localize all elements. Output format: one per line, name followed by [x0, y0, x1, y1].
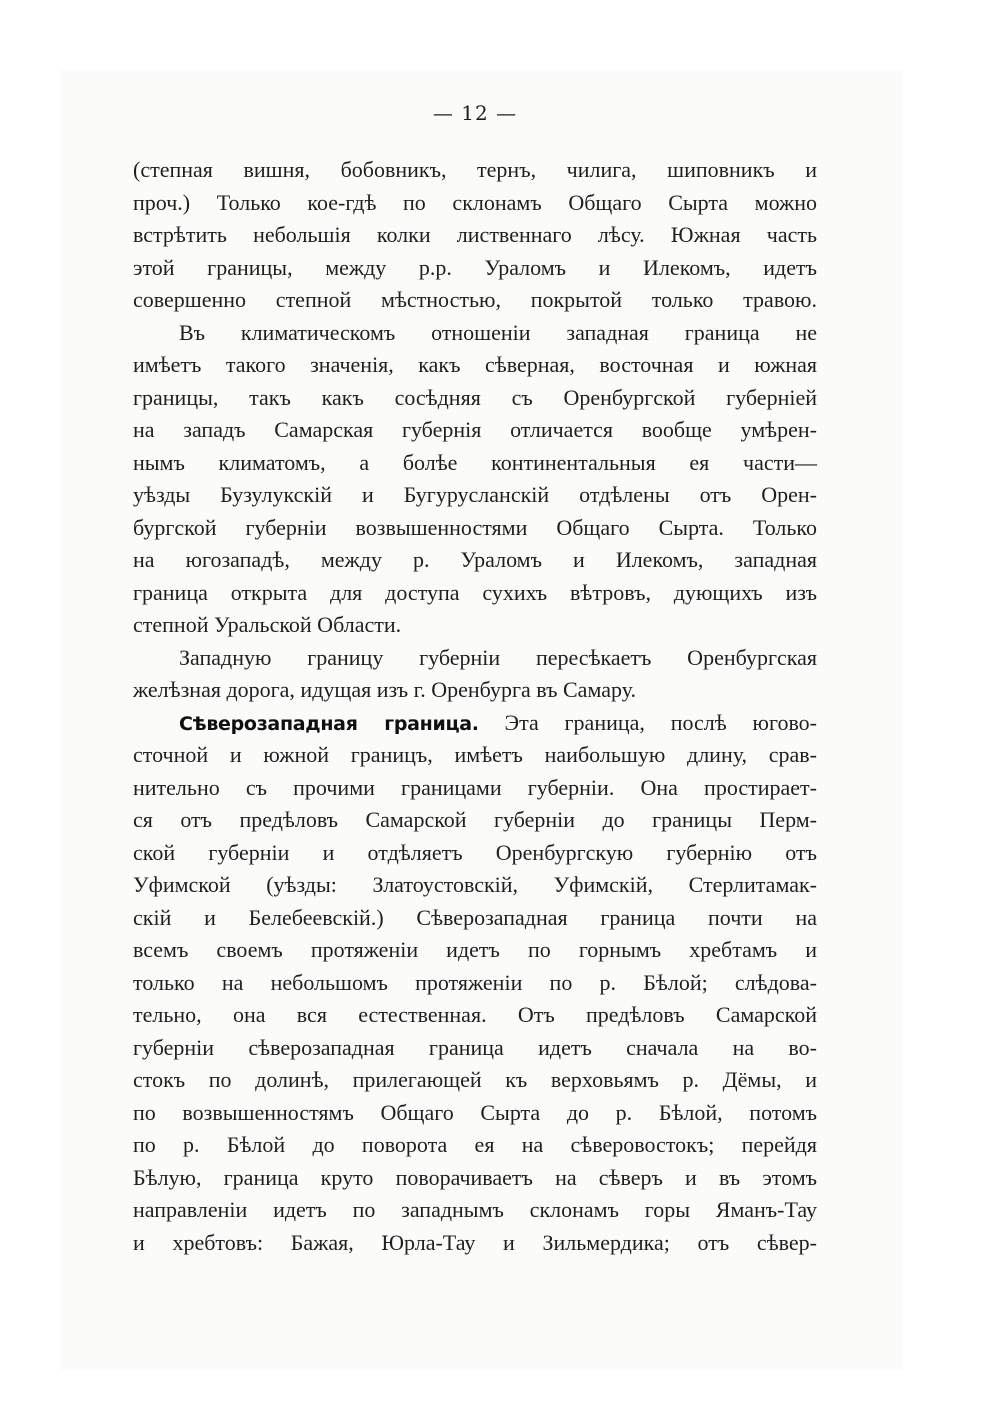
text-line: нительно съ прочими границами губерніи. Она простирает-: [133, 774, 817, 800]
text-line: Бѣлую, граница круто поворачиваетъ на сѣверъ и въ этомъ: [133, 1164, 817, 1190]
text-line: Западную границу губерніи пересѣкаетъ Оренбургская: [179, 644, 817, 670]
text-line: тельно, она вся естественная. Отъ предѣловъ Самарской: [133, 1002, 817, 1027]
text-line: по возвышенностямъ Общаго Сырта до р. Бѣлой, потомъ: [133, 1099, 817, 1125]
text-line: желѣзная дорога, идущая изъ г. Оренбурга въ Самару.: [133, 677, 636, 702]
section-heading: Сѣверозападная граница.: [179, 712, 479, 735]
paragraph-2: [133, 317, 817, 642]
text-line: (степная вишня, бобовникъ, тернъ, чилига, шиповникъ и: [133, 157, 817, 182]
page-number: — 12 —: [432, 101, 518, 125]
text-line: совершенно степной мѣстностью, покрытой только травою.: [133, 287, 817, 312]
text-line: ся отъ предѣловъ Самарской губерніи до границы Перм-: [133, 807, 817, 832]
text-line: встрѣтить небольшія колки лиственнаго лѣсу. Южная часть: [133, 222, 817, 247]
text-line: и хребтовъ: Бажая, Юрла-Тау и Зильмердика; отъ сѣвер-: [133, 1229, 817, 1255]
text-line: на югозападѣ, между р. Ураломъ и Илекомъ, западная: [133, 547, 817, 572]
text-line: этой границы, между р.р. Ураломъ и Илекомъ, идетъ: [133, 254, 817, 280]
paragraph-3: [133, 642, 817, 707]
text-fragment: Эта граница, послѣ югово-: [504, 709, 818, 735]
text-line: граница открыта для доступа сухихъ вѣтровъ, дующихъ изъ: [133, 579, 817, 605]
paragraph-1: [133, 154, 817, 317]
text-line: всемъ своемъ протяженіи идетъ по горнымъ хребтамъ и: [133, 937, 817, 962]
text-line: на западъ Самарская губернія отличается вообще умѣрен-: [133, 417, 817, 442]
text-line: степной Уральской Области.: [133, 612, 402, 637]
text-line: губерніи сѣверозападная граница идетъ сначала на во-: [133, 1034, 817, 1060]
text-line: проч.) Только кое-гдѣ по склонамъ Общаго Сырта можно: [133, 189, 817, 215]
section-first-line: [133, 707, 817, 740]
text-line: нымъ климатомъ, а болѣе континентальныя ея части—: [133, 449, 817, 475]
text-line: стокъ по долинѣ, прилегающей къ верховьямъ р. Дёмы, и: [133, 1067, 817, 1092]
text-line: по р. Бѣлой до поворота ея на сѣверовостокъ; перейдя: [133, 1132, 817, 1157]
text-line: скій и Белебеевскій.) Сѣверозападная граница почти на: [133, 904, 817, 930]
text-line: бургской губерніи возвышенностями Общаго Сырта. Только: [133, 514, 817, 540]
body-text: [133, 154, 817, 1259]
text-line: уѣзды Бузулукскій и Бугурусланскій отдѣлены отъ Орен-: [133, 482, 817, 507]
text-line: только на небольшомъ протяженіи по р. Бѣлой; слѣдова-: [133, 969, 817, 995]
text-line: имѣетъ такого значенія, какъ сѣверная, восточная и южная: [133, 352, 817, 377]
text-line: границы, такъ какъ сосѣдняя съ Оренбургской губерніей: [133, 384, 817, 410]
text-line: Въ климатическомъ отношеніи западная граница не: [179, 319, 817, 345]
text-line: Уфимской (уѣзды: Златоустовскій, Уфимскій, Стерлитамак-: [133, 872, 817, 897]
text-line: ской губерніи и отдѣляетъ Оренбургскую губернію отъ: [133, 839, 817, 865]
paragraph-4: [133, 707, 817, 1260]
text-line: направленіи идетъ по западнымъ склонамъ горы Яманъ-Тау: [133, 1197, 817, 1222]
text-line: сточной и южной границъ, имѣетъ наибольшую длину, срав-: [133, 742, 817, 767]
